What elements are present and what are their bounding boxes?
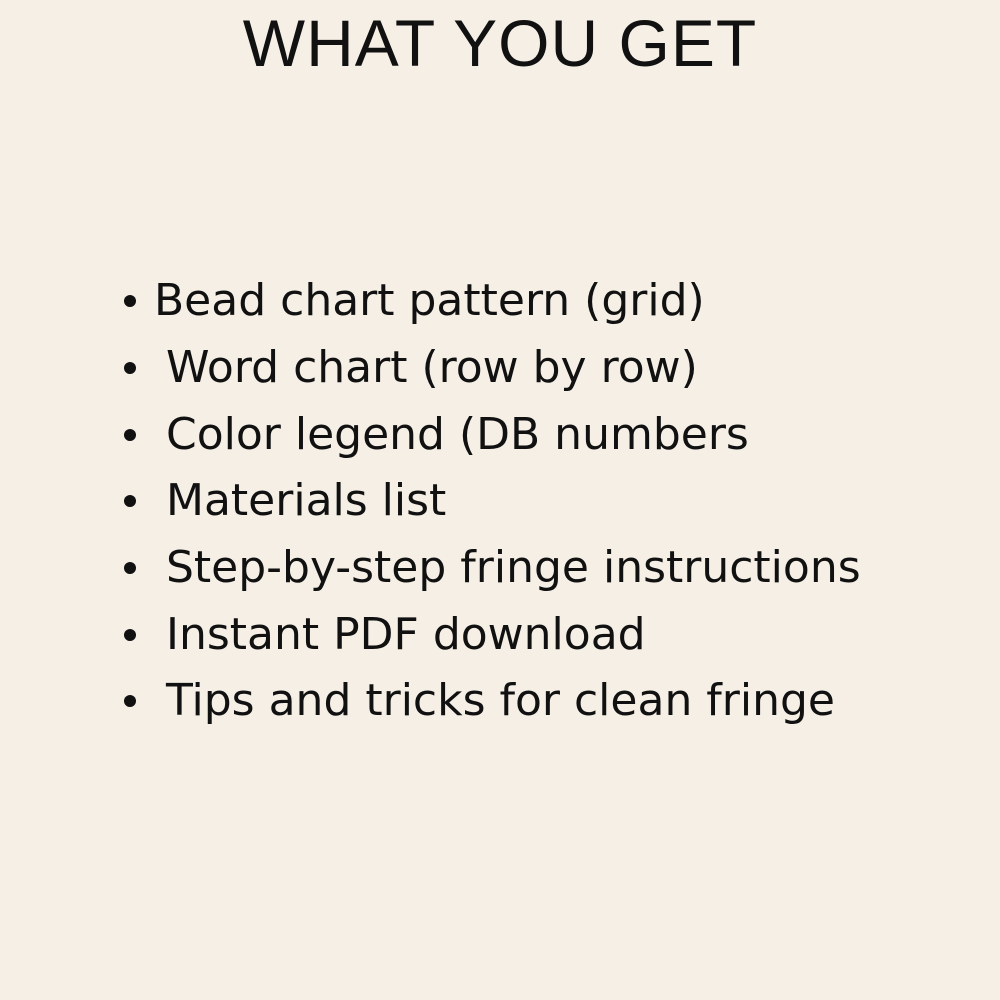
list-item-label: Color legend (DB numbers: [166, 408, 749, 460]
page-title: WHAT YOU GET: [242, 6, 758, 80]
bullet-icon: [124, 429, 136, 441]
bullet-icon: [124, 495, 136, 507]
bullet-icon: [124, 695, 136, 707]
list-item-label: Word chart (row by row): [166, 342, 698, 394]
bullet-icon: [124, 295, 136, 307]
feature-list: [124, 268, 984, 735]
list-item-label: Step-by-step fringe instructions: [166, 542, 861, 594]
list-item: [124, 601, 984, 668]
list-item: [124, 668, 984, 735]
bullet-icon: [124, 562, 136, 574]
list-item: [124, 401, 984, 468]
list-item: [124, 335, 984, 402]
list-item-label: Materials list: [166, 475, 447, 527]
list-item: [124, 268, 984, 335]
list-item-label: Instant PDF download: [166, 608, 646, 660]
list-item-label: Bead chart pattern (grid): [154, 275, 705, 327]
bullet-icon: [124, 362, 136, 374]
list-item-label: Tips and tricks for clean fringe: [166, 675, 836, 727]
list-item: [124, 535, 984, 602]
list-item: [124, 468, 984, 535]
bullet-icon: [124, 629, 136, 641]
